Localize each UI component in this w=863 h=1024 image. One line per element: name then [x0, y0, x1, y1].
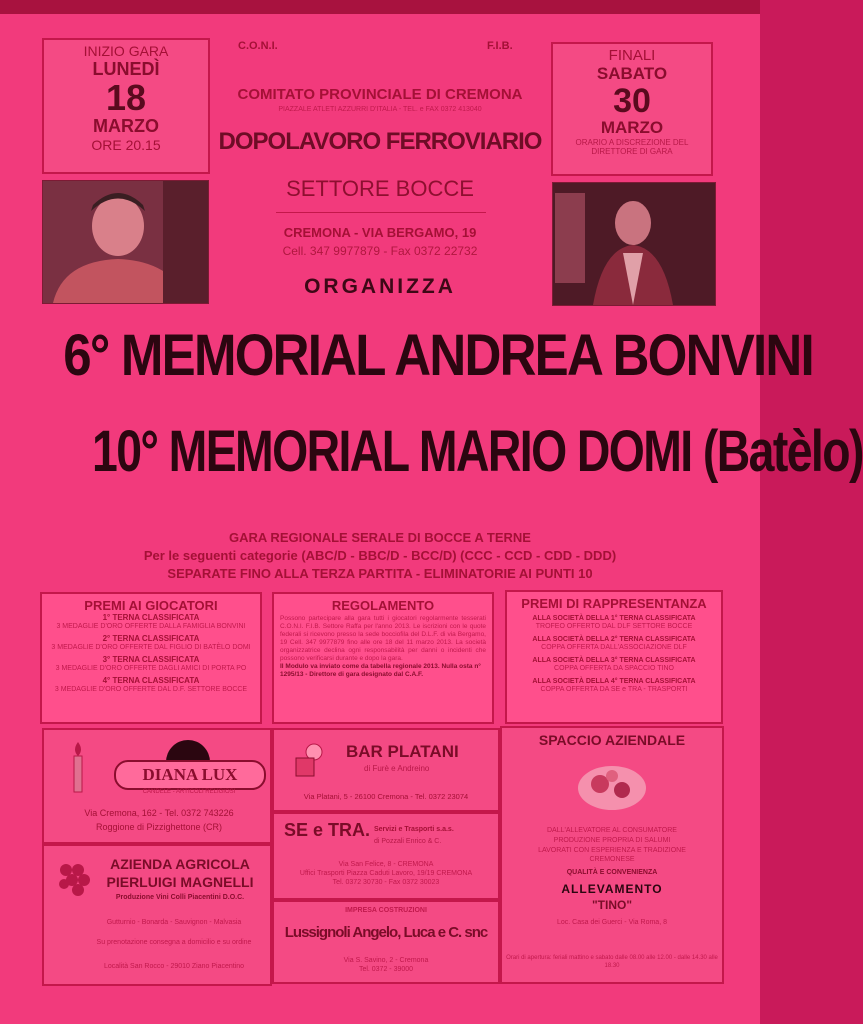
prize-item	[42, 634, 260, 652]
prize-head: 2° TERNA CLASSIFICATA	[102, 634, 200, 643]
prize-text: 3 MEDAGLIE D'ORO OFFERTE DAL D.F. SETTORE BOCCE	[54, 686, 248, 693]
regolamento-box	[272, 592, 494, 724]
premi-giocatori-title: PREMI AI GIOCATORI	[84, 598, 218, 613]
grapes-icon	[52, 856, 96, 906]
finals-day: SABATO	[596, 64, 668, 83]
gara-heading: GARA REGIONALE SERALE DI BOCCE A TERNE	[229, 530, 531, 545]
rep-item	[507, 657, 721, 673]
finals-date-number: 30	[613, 82, 651, 120]
lussignoli-address-2: Tel. 0372 - 39000	[358, 966, 414, 973]
setra-address-1: Via San Felice, 8 - CREMONA	[338, 861, 434, 868]
sponsor-azienda-agricola	[42, 844, 272, 986]
rep-head: ALLA SOCIETÀ DELLA 4° TERNA CLASSIFICATA	[532, 678, 696, 685]
rep-item	[507, 615, 721, 631]
memorial-title-1: 6° MEMORIAL ANDREA BONVINI	[63, 323, 813, 388]
portrait-photo-mario-domi	[552, 182, 716, 306]
sponsor-lussignoli	[272, 900, 500, 984]
diana-lux-arch-icon	[166, 740, 210, 762]
finals-month: MARZO	[600, 118, 664, 137]
rep-text: TROFEO OFFERTO DAL DLF SETTORE BOCCE	[535, 623, 693, 630]
top-border	[0, 0, 760, 14]
sponsor-diana-lux	[42, 728, 272, 844]
azienda-text-2: Su prenotazione consegna a domicilio e su ordine	[96, 939, 252, 946]
setra-sub: di Pozzali Enrico & C.	[374, 838, 442, 845]
diana-lux-address-1: Via Cremona, 162 - Tel. 0372 743226	[84, 808, 234, 818]
lussignoli-address-1: Via S. Savino, 2 - Cremona	[343, 957, 429, 964]
setra-name: SE e TRA.	[284, 820, 371, 840]
premi-giocatori-box	[40, 592, 262, 724]
setra-address-3: Tel. 0372 30730 - Fax 0372 30023	[332, 879, 440, 886]
coffee-cup-icon	[288, 740, 330, 782]
spaccio-title: SPACCIO AZIENDALE	[538, 732, 686, 748]
lussignoli-top: IMPRESA COSTRUZIONI	[345, 907, 427, 914]
spaccio-text-2: PRODUZIONE PROPRIA DI SALUMI	[553, 837, 671, 844]
club-address: CREMONA - VIA BERGAMO, 19	[283, 225, 477, 240]
portrait-photo-andrea-bonvini	[42, 180, 209, 304]
separation-line: SEPARATE FINO ALLA TERZA PARTITA - ELIMINATORIE AI PUNTI 10	[167, 566, 593, 581]
categories-line: Per le seguenti categorie (ABC/D - BBC/D - BCC/D) (CCC - CCD - CDD - DDD)	[143, 548, 617, 563]
spaccio-text-4: QUALITÀ E CONVENIENZA	[566, 869, 658, 876]
diana-lux-name: DIANA LUX	[142, 765, 238, 784]
rep-head: ALLA SOCIETÀ DELLA 1° TERNA CLASSIFICATA	[532, 615, 696, 622]
comitato-heading: COMITATO PROVINCIALE DI CREMONA	[237, 86, 523, 103]
start-date-number: 18	[105, 77, 147, 118]
dopolavoro-heading: DOPOLAVORO FERROVIARIO	[218, 128, 542, 155]
start-time: ORE 20.15	[91, 137, 161, 153]
regolamento-text: Possono partecipare alla gara tutti i giocatori regolarmente tesserati C.O.N.I. F.I.B. Settore Raffa per l'anno 2013. Le iscrizioni con le quote federali si ricevono presso la sede bocciofila del D.L.F. di via Bergamo, 19 Cell. 347 9977879 fino alle ore 18 del 11 marzo 2013. La società organizzatrice declina ogni responsabilità per danni o incidenti che possono verificarsi durante e dopo la gara.	[280, 615, 486, 662]
prize-text: 3 MEDAGLIE D'ORO OFFERTE DALLA FAMIGLIA BONVINI	[56, 623, 246, 630]
lussignoli-name: Lussignoli Angelo, Luca e C. snc	[284, 924, 488, 941]
bar-platani-address: Via Platani, 5 - 26100 Cremona - Tel. 0372 23074	[303, 792, 469, 801]
azienda-text-1: Gutturnio - Bonarda - Sauvignon - Malvasia	[106, 919, 242, 926]
finals-date-box	[551, 42, 713, 176]
comitato-address: PIAZZALE ATLETI AZZURRI D'ITALIA - TEL. e FAX 0372 413040	[278, 106, 482, 113]
spaccio-address: Loc. Casa dei Guerci - Via Roma, 8	[557, 919, 667, 926]
prize-item	[42, 613, 260, 631]
settore-underline	[276, 212, 486, 213]
azienda-name-1: AZIENDA AGRICOLA	[110, 856, 250, 872]
prize-item	[42, 655, 260, 673]
club-phone: Cell. 347 9977879 - Fax 0372 22732	[282, 244, 478, 258]
rep-head: ALLA SOCIETÀ DELLA 2° TERNA CLASSIFICATA	[532, 636, 696, 643]
rep-item	[507, 678, 721, 694]
coni-label: C.O.N.I.	[238, 40, 278, 52]
spaccio-text-3: LAVORATI CON ESPERIENZA E TRADIZIONE CREMONESE	[538, 847, 686, 863]
prize-item	[42, 676, 260, 694]
rep-text: COPPA OFFERTA DALL'ASSOCIAZIONE DLF	[541, 644, 687, 651]
start-date-box	[42, 38, 210, 174]
rep-item	[507, 636, 721, 652]
rep-text: COPPA OFFERTA DA SE e TRA - TRASPORTI	[540, 686, 688, 693]
rep-text: COPPA OFFERTA DA SPACCIO TINO	[554, 665, 674, 672]
finals-time-note: ORARIO A DISCREZIONE DEL DIRETTORE DI GARA	[575, 138, 689, 156]
prize-head: 3° TERNA CLASSIFICATA	[102, 655, 200, 664]
premi-rappresentanza-title: PREMI DI RAPPRESENTANZA	[521, 596, 707, 611]
settore-bocce-heading: SETTORE BOCCE	[286, 176, 474, 201]
setra-address-2: Uffici Trasporti Piazza Caduti Lavoro, 19/19 CREMONA	[299, 870, 473, 877]
prize-text: 3 MEDAGLIE D'ORO OFFERTE DAGLI AMICI DI PORTA PO	[55, 665, 247, 672]
setra-tagline: Servizi e Trasporti s.a.s.	[374, 826, 454, 833]
prize-head: 4° TERNA CLASSIFICATA	[102, 676, 200, 685]
memorial-title-2: 10° MEMORIAL MARIO DOMI (Batèlo)	[92, 419, 863, 484]
azienda-address: Località San Rocco - 29010 Ziano Piacentino	[103, 963, 245, 970]
bar-platani-sub: di Furè e Andreino	[364, 764, 430, 773]
start-day: LUNEDÌ	[92, 59, 160, 79]
spaccio-brand-name: "TINO"	[591, 898, 633, 912]
prize-text: 3 MEDAGLIE D'ORO OFFERTE DAL FIGLIO DI BATÈLO DOMI	[51, 644, 251, 651]
rep-head: ALLA SOCIETÀ DELLA 3° TERNA CLASSIFICATA	[532, 657, 696, 664]
premi-giocatori-list	[42, 613, 260, 694]
regolamento-title: REGOLAMENTO	[331, 598, 435, 613]
spaccio-text-1: DALL'ALLEVATORE AL CONSUMATORE	[547, 827, 677, 834]
fib-label: F.I.B.	[487, 40, 513, 52]
sponsor-se-e-tra	[272, 812, 500, 900]
diana-lux-sub: CANDELE - ARTICOLI RELIGIOSI	[142, 789, 236, 795]
azienda-sub: Produzione Vini Colli Piacentini D.O.C.	[115, 894, 245, 901]
organizza-label: ORGANIZZA	[304, 275, 456, 298]
diana-lux-logo	[114, 760, 266, 790]
spaccio-hours: Orari di apertura: feriali mattino e sabato dalle 08.00 alle 12.00 - dalle 14.30 alle 18.30	[506, 955, 718, 969]
start-month: MARZO	[93, 116, 159, 136]
bar-platani-name: BAR PLATANI	[346, 742, 459, 761]
prize-head: 1° TERNA CLASSIFICATA	[102, 613, 200, 622]
diana-lux-address-2: Roggione di Pizzighettone (CR)	[95, 822, 223, 832]
finals-label: FINALI	[608, 47, 656, 64]
sponsor-spaccio-aziendale	[500, 726, 724, 984]
azienda-name-2: PIERLUIGI MAGNELLI	[106, 874, 254, 890]
premi-rappresentanza-box	[505, 590, 723, 724]
spaccio-brand: ALLEVAMENTO	[561, 882, 663, 896]
salami-food-icon	[572, 760, 652, 816]
regolamento-bold-note: Il Modulo va inviato come da tabella regionale 2013. Nulla osta n° 1295/13 - Direttore di gara designato dal C.A.F.	[280, 663, 481, 678]
sponsor-bar-platani	[272, 728, 500, 812]
start-label: INIZIO GARA	[83, 43, 169, 59]
candle-icon	[58, 738, 98, 798]
